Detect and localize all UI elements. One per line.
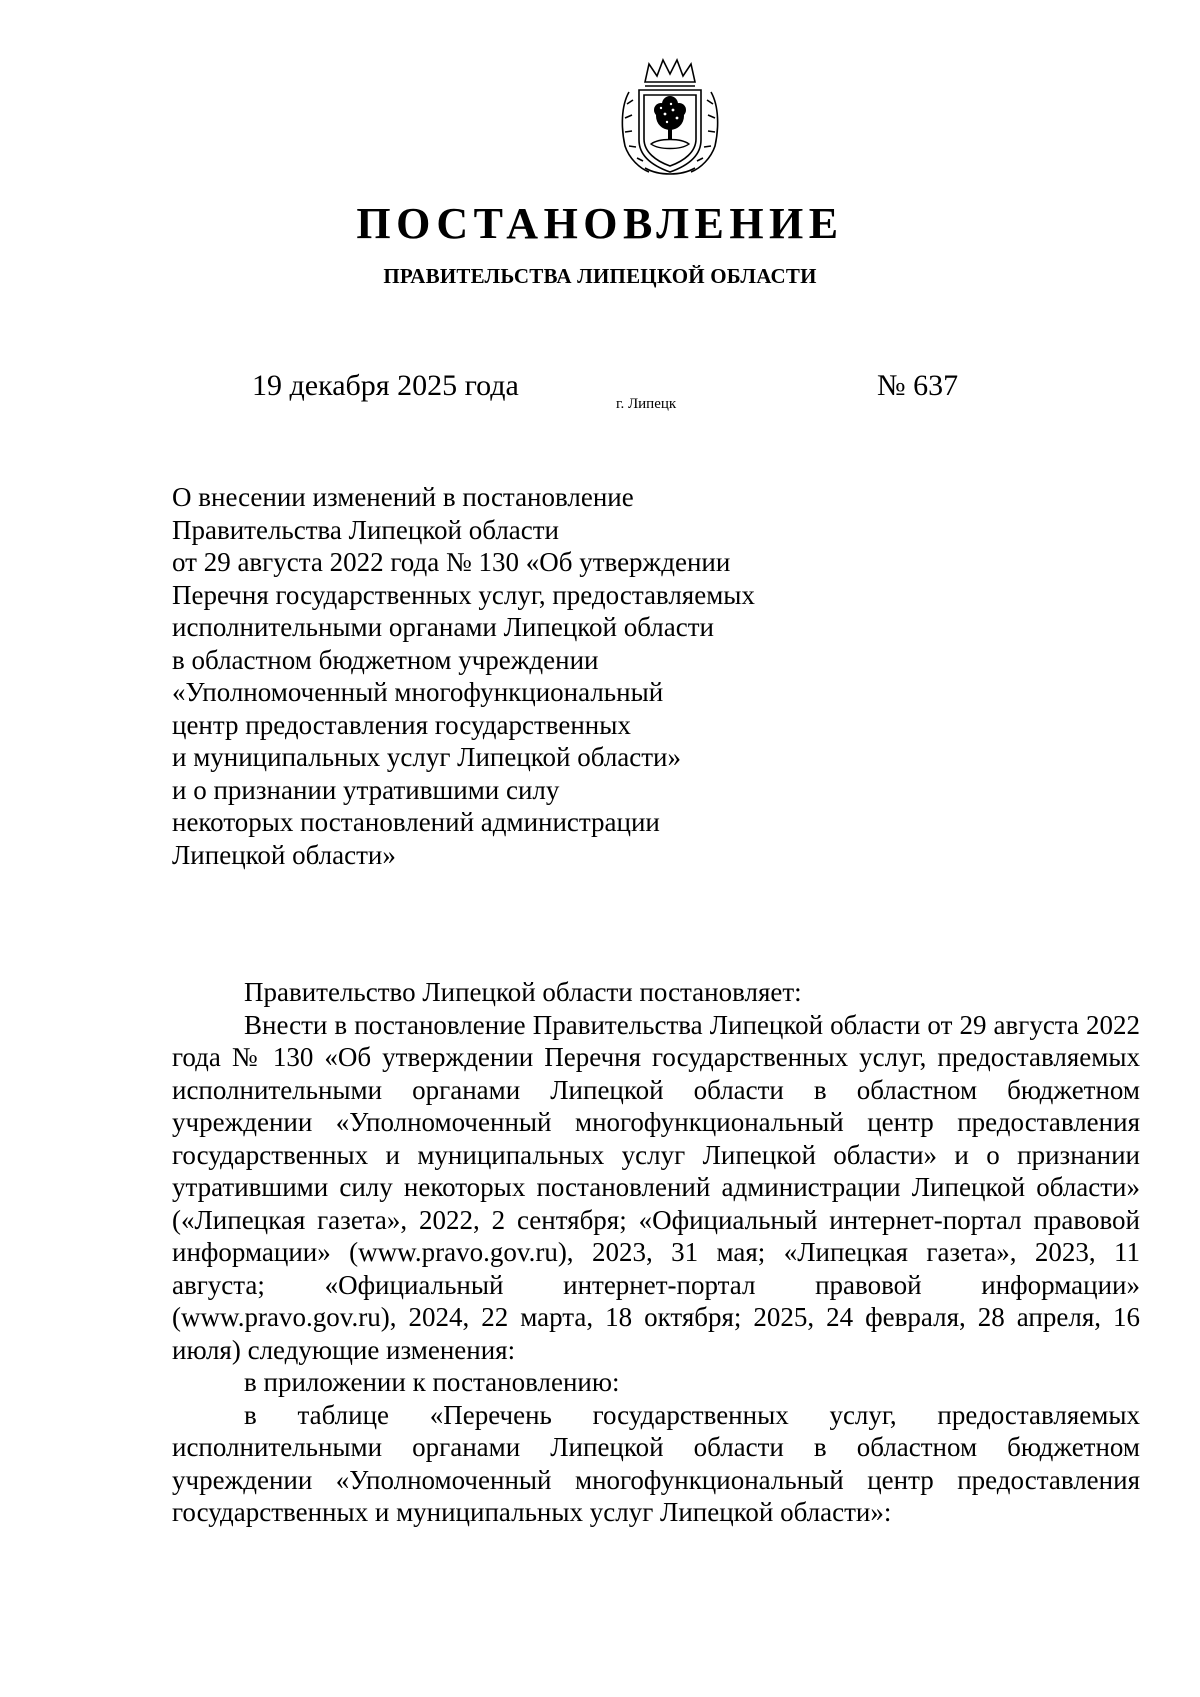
coat-of-arms-emblem [615, 58, 725, 180]
heading-line: Перечня государственных услуг, предоставляемых [172, 579, 755, 610]
heading-line: исполнительными органами Липецкой области [172, 612, 714, 642]
document-city: г. Липецк [616, 396, 677, 412]
document-number: № 637 [877, 369, 959, 402]
body-paragraph-appendix: в приложении к постановлению: [244, 1367, 620, 1397]
document-title: ПОСТАНОВЛЕНИЕ [356, 199, 844, 248]
heading-line: «Уполномоченный многофункциональный [172, 677, 664, 707]
document-heading [172, 481, 892, 871]
heading-line: центр предоставления государственных [172, 709, 631, 740]
heading-line: от 29 августа 2022 года № 130 «Об утверждении [172, 547, 731, 577]
document-body [172, 976, 1140, 1529]
body-paragraph-preamble: Правительство Липецкой области постановляет: [244, 977, 802, 1007]
heading-line: и муниципальных услуг Липецкой области» [172, 742, 682, 772]
document-date: 19 декабря 2025 года [252, 369, 519, 402]
heading-line: и о признании утратившими силу [172, 774, 560, 805]
body-paragraph-table: в таблице «Перечень государственных услуг, предоставляемых исполнительными органами Липецкой области в областном бюджетном учреждении «Уполномоченный многофункциональный центр предоставления государственных и муниципальных услуг Липецкой области»: [172, 1399, 1140, 1527]
heading-line: Правительства Липецкой области [172, 514, 560, 545]
body-paragraph-amendment: Внести в постановление Правительства Липецкой области от 29 августа 2022 года № 130 «Об утверждении Перечня государственных услуг, предоставляемых исполнительными органами Липецкой области в областном бюджетном учреждении «Уполномоченный многофункциональный центр предоставления государственных и муниципальных услуг Липецкой области» и о признании утратившими силу некоторых постановлений администрации Липецкой области» («Липецкая газета», 2022, 2 сентября; «Официальный интернет-портал правовой информации» (www.pravo.gov.ru), 2023, 31 мая; «Липецкая газета», 2023, 11 августа; «Официальный интернет-портал правовой информации» (www.pravo.gov.ru), 2024, 22 марта, 18 октября; 2025, 24 февраля, 28 апреля, 16 июля) следующие изменения: [172, 1009, 1140, 1365]
document-issuer: ПРАВИТЕЛЬСТВА ЛИПЕЦКОЙ ОБЛАСТИ [383, 264, 817, 288]
heading-line: Липецкой области» [172, 839, 396, 870]
heading-line: О внесении изменений в постановление [172, 482, 634, 512]
heading-line: некоторых постановлений администрации [172, 807, 660, 837]
heading-line: в областном бюджетном учреждении [172, 644, 599, 675]
